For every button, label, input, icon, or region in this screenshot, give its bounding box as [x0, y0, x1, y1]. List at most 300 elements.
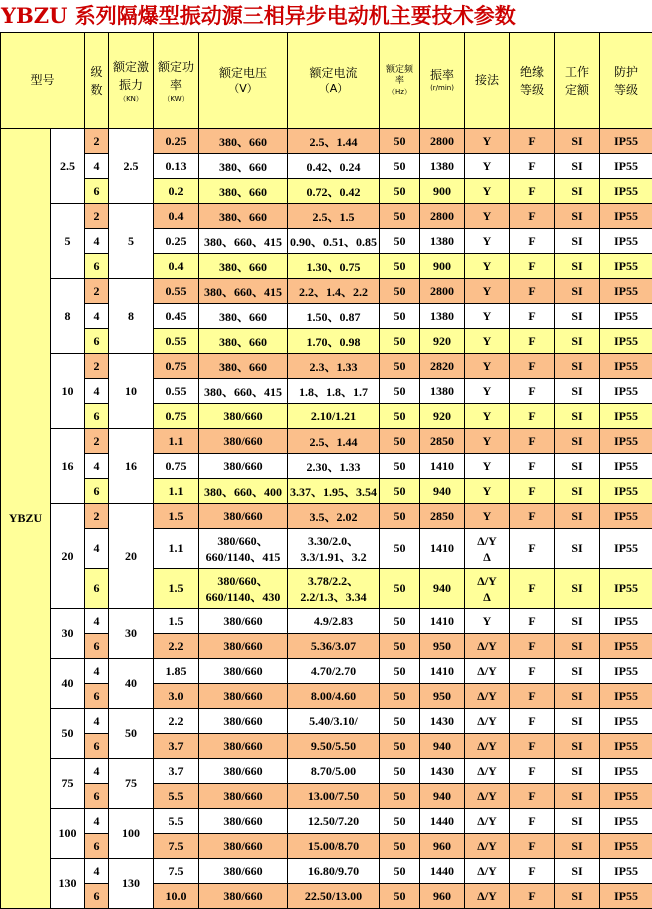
voltage-cell: [199, 809, 288, 834]
voltage-line-1: 380、660、415: [199, 383, 287, 400]
conn-line-1: Δ/Y: [465, 739, 509, 754]
vib-cell: 960: [420, 834, 465, 859]
duty-cell: SI: [555, 504, 600, 529]
force-cell: 16: [109, 429, 154, 504]
pole-cell: 4: [85, 454, 109, 479]
freq-cell: 50: [380, 734, 420, 759]
insul-cell: F: [510, 684, 555, 709]
current-line-1: 2.5、1.5: [288, 208, 379, 225]
power-cell: 0.55: [154, 379, 199, 404]
conn-line-1: Δ/Y: [465, 573, 509, 589]
insul-cell: F: [510, 229, 555, 254]
header-poles: 级数: [85, 33, 109, 129]
table-row: [1, 784, 652, 809]
conn-line-1: Y: [465, 234, 509, 249]
voltage-cell: [199, 329, 288, 354]
current-cell: [288, 379, 380, 404]
conn-line-1: Δ/Y: [465, 789, 509, 804]
current-cell: [288, 859, 380, 884]
header-force: [109, 33, 154, 129]
pole-cell: 6: [85, 784, 109, 809]
duty-cell: SI: [555, 659, 600, 684]
voltage-line-1: 380/660: [199, 409, 287, 424]
current-cell: [288, 569, 380, 609]
duty-cell: SI: [555, 684, 600, 709]
freq-cell: 50: [380, 154, 420, 179]
conn-cell: [465, 254, 510, 279]
voltage-line-1: 380、660: [199, 358, 287, 375]
current-cell: [288, 304, 380, 329]
pole-cell: 6: [85, 884, 109, 909]
current-line-1: 1.70、0.98: [288, 333, 379, 350]
vib-cell: 1430: [420, 709, 465, 734]
protect-cell: IP55: [600, 154, 652, 179]
freq-cell: 50: [380, 204, 420, 229]
conn-line-1: Y: [465, 259, 509, 274]
conn-cell: [465, 709, 510, 734]
header-voltage: [199, 33, 288, 129]
duty-cell: SI: [555, 734, 600, 759]
conn-cell: [465, 429, 510, 454]
insul-cell: F: [510, 504, 555, 529]
vib-cell: 1440: [420, 859, 465, 884]
table-row: [1, 734, 652, 759]
power-cell: 0.2: [154, 179, 199, 204]
insul-cell: F: [510, 329, 555, 354]
conn-cell: [465, 304, 510, 329]
freq-cell: 50: [380, 279, 420, 304]
duty-cell: SI: [555, 569, 600, 609]
vib-cell: 940: [420, 479, 465, 504]
vib-cell: 900: [420, 254, 465, 279]
current-line-1: 1.50、0.87: [288, 308, 379, 325]
voltage-line-1: 380、660、415: [199, 233, 287, 250]
duty-cell: SI: [555, 709, 600, 734]
pole-cell: 4: [85, 529, 109, 569]
voltage-line-1: 380、660、400: [199, 483, 287, 500]
conn-cell: [465, 659, 510, 684]
freq-cell: 50: [380, 429, 420, 454]
freq-cell: 50: [380, 659, 420, 684]
model-size-cell: 8: [51, 279, 85, 354]
voltage-line-1: 380/660: [199, 839, 287, 854]
conn-cell: [465, 354, 510, 379]
table-row: [1, 569, 652, 609]
current-cell: [288, 759, 380, 784]
power-cell: 5.5: [154, 809, 199, 834]
current-cell: [288, 454, 380, 479]
vib-cell: 1410: [420, 454, 465, 479]
header-current: [288, 33, 380, 129]
table-row: [1, 354, 652, 379]
voltage-cell: [199, 884, 288, 909]
protect-cell: IP55: [600, 404, 652, 429]
force-cell: 5: [109, 204, 154, 279]
conn-line-1: Y: [465, 284, 509, 299]
current-cell: [288, 529, 380, 569]
freq-cell: 50: [380, 684, 420, 709]
insul-cell: F: [510, 759, 555, 784]
pole-cell: 6: [85, 684, 109, 709]
current-line-1: 2.5、1.44: [288, 433, 379, 450]
voltage-cell: [199, 254, 288, 279]
current-cell: [288, 834, 380, 859]
pole-cell: 2: [85, 504, 109, 529]
model-size-cell: 2.5: [51, 129, 85, 204]
table-row: [1, 479, 652, 504]
vib-cell: 1440: [420, 809, 465, 834]
duty-cell: SI: [555, 154, 600, 179]
current-line-1: 16.80/9.70: [288, 864, 379, 879]
header-vib-unit: (r/min): [420, 83, 464, 93]
voltage-line-1: 380/660、: [199, 533, 287, 549]
insul-cell: F: [510, 279, 555, 304]
vib-cell: 940: [420, 569, 465, 609]
current-line-1: 0.42、0.24: [288, 158, 379, 175]
current-cell: [288, 354, 380, 379]
conn-cell: [465, 634, 510, 659]
current-line-1: 4.9/2.83: [288, 614, 379, 629]
insul-cell: F: [510, 884, 555, 909]
voltage-line-1: 380/660: [199, 459, 287, 474]
power-cell: 1.85: [154, 659, 199, 684]
insul-cell: F: [510, 429, 555, 454]
header-freq-label: 额定频率: [380, 65, 419, 87]
freq-cell: 50: [380, 884, 420, 909]
insul-cell: F: [510, 809, 555, 834]
voltage-cell: [199, 759, 288, 784]
voltage-cell: [199, 304, 288, 329]
insul-cell: F: [510, 404, 555, 429]
voltage-line-1: 380/660: [199, 639, 287, 654]
protect-cell: IP55: [600, 429, 652, 454]
freq-cell: 50: [380, 354, 420, 379]
freq-cell: 50: [380, 254, 420, 279]
conn-line-1: Δ/Y: [465, 689, 509, 704]
power-cell: 3.7: [154, 734, 199, 759]
voltage-cell: [199, 659, 288, 684]
table-row: [1, 229, 652, 254]
header-vib-label: 振率: [420, 68, 464, 83]
pole-cell: 6: [85, 479, 109, 504]
model-size-cell: 100: [51, 809, 85, 859]
header-duty: 工作定额: [555, 33, 600, 129]
force-cell: 130: [109, 859, 154, 909]
voltage-cell: [199, 429, 288, 454]
current-line-2: 2.2/1.3、3.34: [288, 589, 379, 605]
table-row: [1, 304, 652, 329]
conn-cell: [465, 279, 510, 304]
duty-cell: SI: [555, 254, 600, 279]
voltage-line-1: 380/660: [199, 689, 287, 704]
protect-cell: IP55: [600, 329, 652, 354]
conn-cell: [465, 179, 510, 204]
spec-table: [0, 32, 652, 909]
conn-line-2: Δ: [465, 589, 509, 605]
conn-line-1: Δ/Y: [465, 839, 509, 854]
protect-cell: IP55: [600, 834, 652, 859]
pole-cell: 4: [85, 859, 109, 884]
insul-cell: F: [510, 859, 555, 884]
conn-cell: [465, 329, 510, 354]
conn-line-1: Δ/Y: [465, 664, 509, 679]
table-row: [1, 204, 652, 229]
model-size-cell: 30: [51, 609, 85, 659]
voltage-line-1: 380/660: [199, 864, 287, 879]
table-row: [1, 504, 652, 529]
conn-cell: [465, 684, 510, 709]
pole-cell: 6: [85, 834, 109, 859]
current-line-1: 0.72、0.42: [288, 183, 379, 200]
conn-cell: [465, 809, 510, 834]
table-row: [1, 454, 652, 479]
model-size-cell: 5: [51, 204, 85, 279]
protect-cell: IP55: [600, 479, 652, 504]
current-line-1: 9.50/5.50: [288, 739, 379, 754]
current-cell: [288, 279, 380, 304]
voltage-cell: [199, 834, 288, 859]
current-line-1: 15.00/8.70: [288, 839, 379, 854]
insul-cell: F: [510, 354, 555, 379]
conn-cell: [465, 379, 510, 404]
protect-cell: IP55: [600, 304, 652, 329]
current-cell: [288, 429, 380, 454]
conn-line-1: Y: [465, 409, 509, 424]
pole-cell: 4: [85, 304, 109, 329]
voltage-cell: [199, 684, 288, 709]
header-force-label: 额定激振力: [109, 58, 153, 94]
pole-cell: 2: [85, 354, 109, 379]
pole-cell: 4: [85, 759, 109, 784]
current-line-1: 1.8、1.8、1.7: [288, 383, 379, 400]
model-size-cell: 20: [51, 504, 85, 609]
voltage-cell: [199, 634, 288, 659]
insul-cell: F: [510, 834, 555, 859]
conn-line-1: Y: [465, 509, 509, 524]
pole-cell: 4: [85, 229, 109, 254]
current-cell: [288, 329, 380, 354]
conn-line-1: Δ/Y: [465, 889, 509, 904]
protect-cell: IP55: [600, 504, 652, 529]
duty-cell: SI: [555, 479, 600, 504]
header-current-label: 额定电流: [288, 66, 379, 81]
current-line-1: 3.30/2.0、: [288, 533, 379, 549]
voltage-line-1: 380/660: [199, 764, 287, 779]
header-power-label: 额定功率: [154, 58, 198, 94]
conn-cell: [465, 834, 510, 859]
current-line-1: 3.5、2.02: [288, 508, 379, 525]
current-cell: [288, 784, 380, 809]
conn-cell: [465, 884, 510, 909]
pole-cell: 2: [85, 279, 109, 304]
insul-cell: F: [510, 479, 555, 504]
protect-cell: IP55: [600, 229, 652, 254]
vib-cell: 2800: [420, 279, 465, 304]
vib-cell: 940: [420, 784, 465, 809]
freq-cell: 50: [380, 454, 420, 479]
protect-cell: IP55: [600, 884, 652, 909]
duty-cell: SI: [555, 354, 600, 379]
voltage-cell: [199, 454, 288, 479]
power-cell: 7.5: [154, 834, 199, 859]
model-size-cell: 75: [51, 759, 85, 809]
power-cell: 0.55: [154, 279, 199, 304]
voltage-cell: [199, 229, 288, 254]
insul-cell: F: [510, 179, 555, 204]
pole-cell: 6: [85, 329, 109, 354]
pole-cell: 2: [85, 204, 109, 229]
table-row: [1, 859, 652, 884]
power-cell: 2.2: [154, 709, 199, 734]
voltage-cell: [199, 859, 288, 884]
freq-cell: 50: [380, 759, 420, 784]
vib-cell: 950: [420, 684, 465, 709]
current-cell: [288, 884, 380, 909]
duty-cell: SI: [555, 634, 600, 659]
pole-cell: 4: [85, 154, 109, 179]
freq-cell: 50: [380, 569, 420, 609]
voltage-line-1: 380/660: [199, 889, 287, 904]
freq-cell: 50: [380, 179, 420, 204]
protect-cell: IP55: [600, 529, 652, 569]
duty-cell: SI: [555, 784, 600, 809]
conn-line-1: Δ/Y: [465, 639, 509, 654]
insul-cell: F: [510, 569, 555, 609]
insul-cell: F: [510, 454, 555, 479]
voltage-cell: [199, 734, 288, 759]
pole-cell: 4: [85, 709, 109, 734]
current-line-1: 2.3、1.33: [288, 358, 379, 375]
table-row: [1, 684, 652, 709]
voltage-cell: [199, 129, 288, 154]
table-row: [1, 834, 652, 859]
table-row: [1, 659, 652, 684]
power-cell: 0.25: [154, 129, 199, 154]
vib-cell: 1410: [420, 609, 465, 634]
protect-cell: IP55: [600, 634, 652, 659]
freq-cell: 50: [380, 304, 420, 329]
duty-cell: SI: [555, 329, 600, 354]
freq-cell: 50: [380, 634, 420, 659]
current-line-1: 22.50/13.00: [288, 889, 379, 904]
power-cell: 1.1: [154, 479, 199, 504]
header-conn: 接法: [465, 33, 510, 129]
current-line-1: 5.36/3.07: [288, 639, 379, 654]
current-cell: [288, 809, 380, 834]
protect-cell: IP55: [600, 859, 652, 884]
conn-line-1: Y: [465, 359, 509, 374]
current-cell: [288, 634, 380, 659]
duty-cell: SI: [555, 759, 600, 784]
current-line-1: 12.50/7.20: [288, 814, 379, 829]
vib-cell: 1380: [420, 304, 465, 329]
freq-cell: 50: [380, 529, 420, 569]
vib-cell: 1410: [420, 529, 465, 569]
voltage-line-1: 380、660: [199, 158, 287, 175]
vib-cell: 900: [420, 179, 465, 204]
conn-line-1: Y: [465, 209, 509, 224]
force-cell: 40: [109, 659, 154, 709]
insul-cell: F: [510, 154, 555, 179]
power-cell: 10.0: [154, 884, 199, 909]
voltage-cell: [199, 179, 288, 204]
pole-cell: 4: [85, 659, 109, 684]
voltage-cell: [199, 609, 288, 634]
current-line-1: 0.90、0.51、0.85: [288, 233, 379, 250]
header-protect: 防护等级: [600, 33, 652, 129]
power-cell: 1.5: [154, 609, 199, 634]
protect-cell: IP55: [600, 204, 652, 229]
duty-cell: SI: [555, 859, 600, 884]
current-cell: [288, 659, 380, 684]
power-cell: 0.4: [154, 204, 199, 229]
table-row: [1, 809, 652, 834]
power-cell: 0.13: [154, 154, 199, 179]
voltage-line-1: 380/660: [199, 664, 287, 679]
conn-cell: [465, 609, 510, 634]
conn-line-1: Y: [465, 184, 509, 199]
voltage-line-1: 380、660: [199, 258, 287, 275]
current-cell: [288, 229, 380, 254]
current-line-1: 2.5、1.44: [288, 133, 379, 150]
voltage-cell: [199, 354, 288, 379]
power-cell: 1.1: [154, 529, 199, 569]
freq-cell: 50: [380, 129, 420, 154]
freq-cell: 50: [380, 329, 420, 354]
voltage-line-1: 380、660: [199, 183, 287, 200]
vib-cell: 2850: [420, 504, 465, 529]
insul-cell: F: [510, 659, 555, 684]
protect-cell: IP55: [600, 684, 652, 709]
vib-cell: 2820: [420, 354, 465, 379]
voltage-cell: [199, 279, 288, 304]
voltage-cell: [199, 479, 288, 504]
voltage-line-1: 380/660: [199, 434, 287, 449]
voltage-cell: [199, 784, 288, 809]
voltage-cell: [199, 204, 288, 229]
current-line-1: 8.00/4.60: [288, 689, 379, 704]
current-line-1: 3.78/2.2、: [288, 573, 379, 589]
insul-cell: F: [510, 379, 555, 404]
header-power-unit: （KW）: [154, 94, 198, 104]
current-cell: [288, 609, 380, 634]
freq-cell: 50: [380, 404, 420, 429]
force-cell: 20: [109, 504, 154, 609]
current-cell: [288, 204, 380, 229]
duty-cell: SI: [555, 454, 600, 479]
force-cell: 8: [109, 279, 154, 354]
header-model: 型号: [1, 33, 85, 129]
conn-cell: [465, 734, 510, 759]
voltage-line-2: 660/1140、415: [199, 549, 287, 565]
voltage-line-1: 380/660: [199, 614, 287, 629]
protect-cell: IP55: [600, 379, 652, 404]
current-cell: [288, 404, 380, 429]
vib-cell: 1380: [420, 379, 465, 404]
duty-cell: SI: [555, 129, 600, 154]
duty-cell: SI: [555, 204, 600, 229]
page-title: YBZU 系列隔爆型振动源三相异步电动机主要技术参数: [0, 0, 652, 32]
conn-cell: [465, 569, 510, 609]
header-freq: [380, 33, 420, 129]
voltage-cell: [199, 709, 288, 734]
freq-cell: 50: [380, 479, 420, 504]
power-cell: 2.2: [154, 634, 199, 659]
protect-cell: IP55: [600, 784, 652, 809]
conn-cell: [465, 504, 510, 529]
power-cell: 0.75: [154, 454, 199, 479]
force-cell: 50: [109, 709, 154, 759]
